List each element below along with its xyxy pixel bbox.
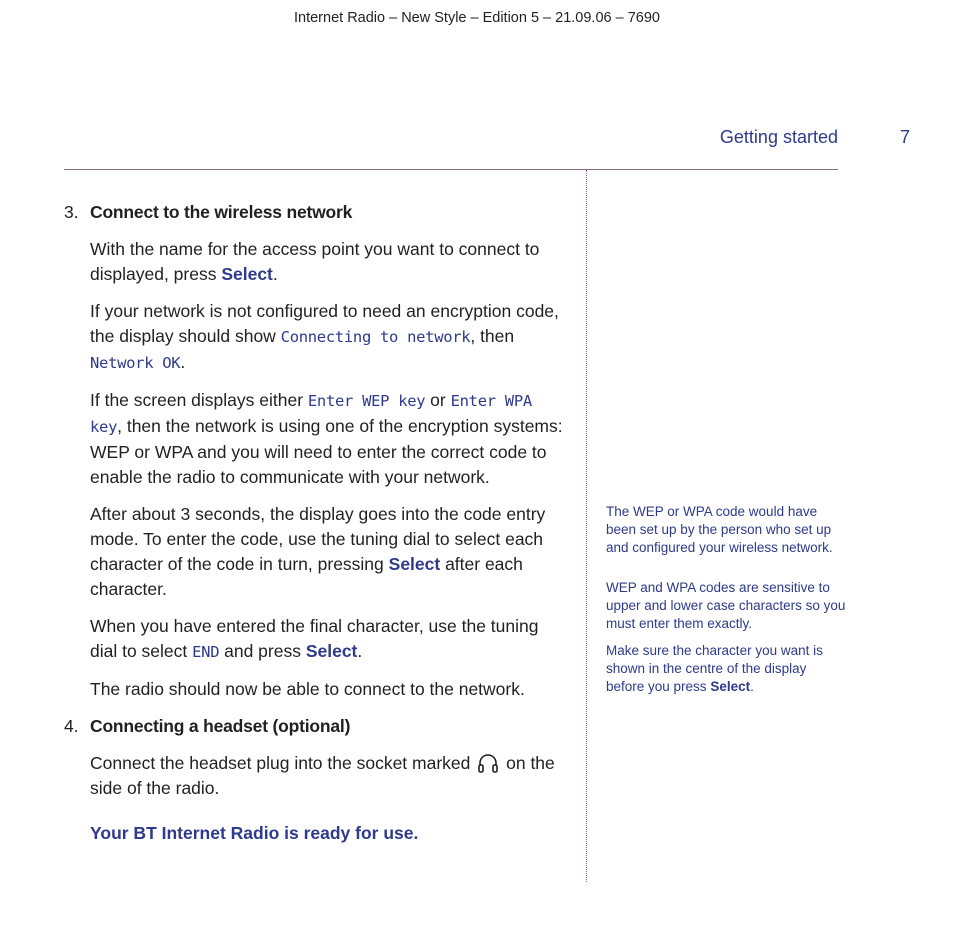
header-rule bbox=[64, 169, 838, 170]
display-text: Connecting to network bbox=[280, 328, 471, 346]
select-key-label: Select bbox=[305, 641, 358, 661]
running-header: Internet Radio – New Style – Edition 5 – 21.09.06 – 7690 bbox=[294, 10, 660, 26]
step-paragraph: The radio should now be able to connect to the network. bbox=[90, 679, 525, 699]
column-divider bbox=[586, 170, 587, 882]
step-number: 3. bbox=[64, 202, 79, 222]
step-paragraph: With the name for the access point you want to connect to displayed, press Select. bbox=[90, 239, 540, 284]
closing-statement: Your BT Internet Radio is ready for use. bbox=[90, 823, 419, 843]
step-4 bbox=[64, 714, 569, 801]
page-number: 7 bbox=[899, 127, 910, 147]
step-number: 4. bbox=[64, 716, 79, 736]
main-column bbox=[64, 200, 569, 813]
step-paragraph: After about 3 seconds, the display goes into the code entry mode. To enter the code, use the tuning dial to select each character of the code in turn, pressing Select after each character. bbox=[90, 504, 546, 599]
select-key-label: Select bbox=[710, 679, 751, 694]
sidebar-note: The WEP or WPA code would have been set up by the person who set up and configured your wireless network. bbox=[606, 504, 833, 555]
step-paragraph: If your network is not configured to need an encryption code, the display should show Connecting to network, then Network OK. bbox=[90, 301, 559, 372]
display-text: END bbox=[192, 643, 220, 661]
step-paragraph: If the screen displays either Enter WEP key or Enter WPA key, then the network is using one of the encryption systems: WEP or WPA and you will need to enter the correct code to enable the radio to communicate with your network. bbox=[90, 390, 563, 487]
display-text: Enter WPA key bbox=[90, 392, 532, 436]
step-3 bbox=[64, 200, 569, 702]
step-paragraph: When you have entered the final character, use the tuning dial to select END and press Select. bbox=[90, 616, 539, 661]
display-text: Enter WEP key bbox=[307, 392, 426, 410]
select-key-label: Select bbox=[388, 554, 441, 574]
step-heading: Connecting a headset (optional) bbox=[90, 716, 351, 736]
sidebar-note: Make sure the character you want is shown in the centre of the display before you press Select. bbox=[606, 643, 823, 694]
section-title: Getting started bbox=[719, 127, 838, 147]
headphones-icon bbox=[477, 752, 499, 774]
step-heading: Connect to the wireless network bbox=[90, 202, 353, 222]
select-key-label: Select bbox=[221, 264, 273, 284]
step-paragraph: Connect the headset plug into the socket marked on the side of the radio. bbox=[90, 753, 555, 798]
display-text: Network OK bbox=[90, 354, 181, 372]
sidebar-note: WEP and WPA codes are sensitive to upper and lower case characters so you must enter them exactly. bbox=[606, 580, 846, 631]
